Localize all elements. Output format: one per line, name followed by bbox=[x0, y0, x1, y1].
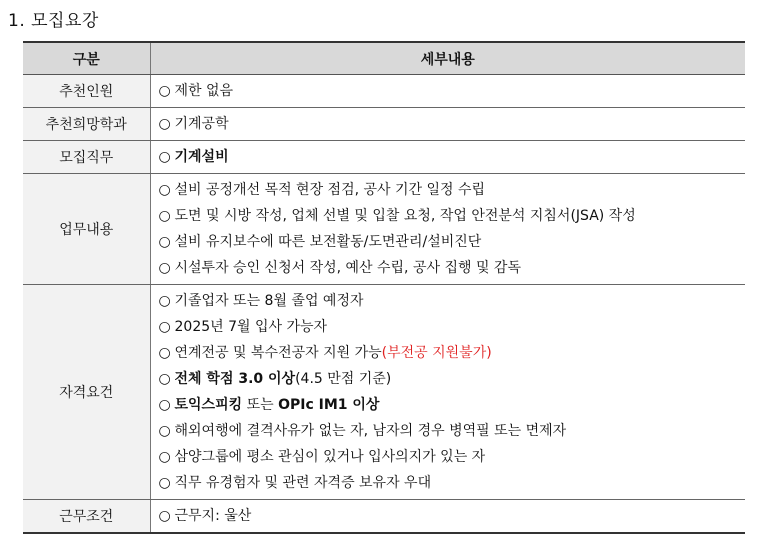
row-details bbox=[150, 75, 745, 108]
detail-line bbox=[159, 314, 746, 340]
detail-text: 연계전공 및 복수전공자 지원 가능 bbox=[174, 345, 382, 361]
detail-line bbox=[159, 177, 746, 203]
detail-text: 직무 유경험자 및 관련 자격증 보유자 우대 bbox=[174, 475, 432, 491]
row-category: 모집직무 bbox=[23, 141, 150, 174]
detail-text: 도면 및 시방 작성, 업체 선별 및 입찰 요청, 작업 안전분석 지침서(JSA) 작성 bbox=[174, 208, 636, 224]
table-header-row bbox=[23, 42, 745, 75]
header-category: 구분 bbox=[23, 42, 150, 75]
detail-line bbox=[159, 78, 746, 104]
detail-text: 제한 없음 bbox=[174, 83, 234, 99]
detail-text: 전체 학점 3.0 이상 bbox=[174, 371, 296, 387]
circle-bullet-icon: ○ bbox=[158, 319, 171, 335]
row-details bbox=[150, 285, 745, 500]
circle-bullet-icon: ○ bbox=[158, 508, 171, 524]
detail-line bbox=[159, 229, 746, 255]
detail-text: 해외여행에 결격사유가 없는 자, 남자의 경우 병역필 또는 면제자 bbox=[174, 423, 567, 439]
detail-line bbox=[159, 144, 746, 170]
detail-line bbox=[159, 288, 746, 314]
table-row bbox=[23, 500, 745, 534]
row-category: 추천희망학과 bbox=[23, 108, 150, 141]
detail-text: 기계공학 bbox=[174, 116, 229, 132]
detail-line bbox=[159, 366, 746, 392]
table-row bbox=[23, 285, 745, 500]
detail-text: 기졸업자 또는 8월 졸업 예정자 bbox=[174, 293, 364, 309]
row-category: 근무조건 bbox=[23, 500, 150, 534]
circle-bullet-icon: ○ bbox=[158, 234, 171, 250]
detail-text: 기계설비 bbox=[174, 149, 229, 165]
detail-text: 또는 bbox=[242, 397, 279, 413]
detail-line bbox=[159, 418, 746, 444]
table-row bbox=[23, 141, 745, 174]
header-details: 세부내용 bbox=[150, 42, 745, 75]
circle-bullet-icon: ○ bbox=[158, 475, 171, 491]
circle-bullet-icon: ○ bbox=[158, 116, 171, 132]
circle-bullet-icon: ○ bbox=[158, 83, 171, 99]
table-row bbox=[23, 75, 745, 108]
circle-bullet-icon: ○ bbox=[158, 260, 171, 276]
row-details bbox=[150, 141, 745, 174]
detail-line bbox=[159, 111, 746, 137]
row-category: 추천인원 bbox=[23, 75, 150, 108]
row-details bbox=[150, 500, 745, 534]
table-body bbox=[23, 75, 745, 534]
circle-bullet-icon: ○ bbox=[158, 149, 171, 165]
row-details bbox=[150, 174, 745, 285]
circle-bullet-icon: ○ bbox=[158, 371, 171, 387]
detail-line bbox=[159, 392, 746, 418]
row-category: 업무내용 bbox=[23, 174, 150, 285]
detail-text: (부전공 지원불가) bbox=[381, 345, 492, 361]
row-category: 자격요건 bbox=[23, 285, 150, 500]
detail-line bbox=[159, 444, 746, 470]
detail-line bbox=[159, 340, 746, 366]
circle-bullet-icon: ○ bbox=[158, 397, 171, 413]
row-details bbox=[150, 108, 745, 141]
table-row bbox=[23, 174, 745, 285]
detail-text: 2025년 7월 입사 가능자 bbox=[174, 319, 328, 335]
table-row bbox=[23, 108, 745, 141]
detail-line bbox=[159, 203, 746, 229]
detail-text: 토익스피킹 bbox=[174, 397, 243, 413]
circle-bullet-icon: ○ bbox=[158, 293, 171, 309]
detail-line bbox=[159, 503, 746, 529]
detail-text: 삼양그룹에 평소 관심이 있거나 입사의지가 있는 자 bbox=[174, 449, 486, 465]
detail-line bbox=[159, 470, 746, 496]
circle-bullet-icon: ○ bbox=[158, 208, 171, 224]
detail-text: 설비 유지보수에 따른 보전활동/도면관리/설비진단 bbox=[174, 234, 482, 250]
recruitment-table bbox=[23, 41, 745, 534]
circle-bullet-icon: ○ bbox=[158, 423, 171, 439]
detail-text: OPIc IM1 이상 bbox=[278, 397, 380, 413]
circle-bullet-icon: ○ bbox=[158, 345, 171, 361]
circle-bullet-icon: ○ bbox=[158, 449, 171, 465]
detail-text: 근무지: 울산 bbox=[174, 508, 252, 524]
detail-text: 시설투자 승인 신청서 작성, 예산 수립, 공사 집행 및 감독 bbox=[174, 260, 521, 276]
detail-text: (4.5 만점 기준) bbox=[295, 371, 392, 387]
page-title: 1. 모집요강 bbox=[8, 11, 99, 31]
circle-bullet-icon: ○ bbox=[158, 182, 171, 198]
detail-line bbox=[159, 255, 746, 281]
detail-text: 설비 공정개선 목적 현장 점검, 공사 기간 일정 수립 bbox=[174, 182, 486, 198]
